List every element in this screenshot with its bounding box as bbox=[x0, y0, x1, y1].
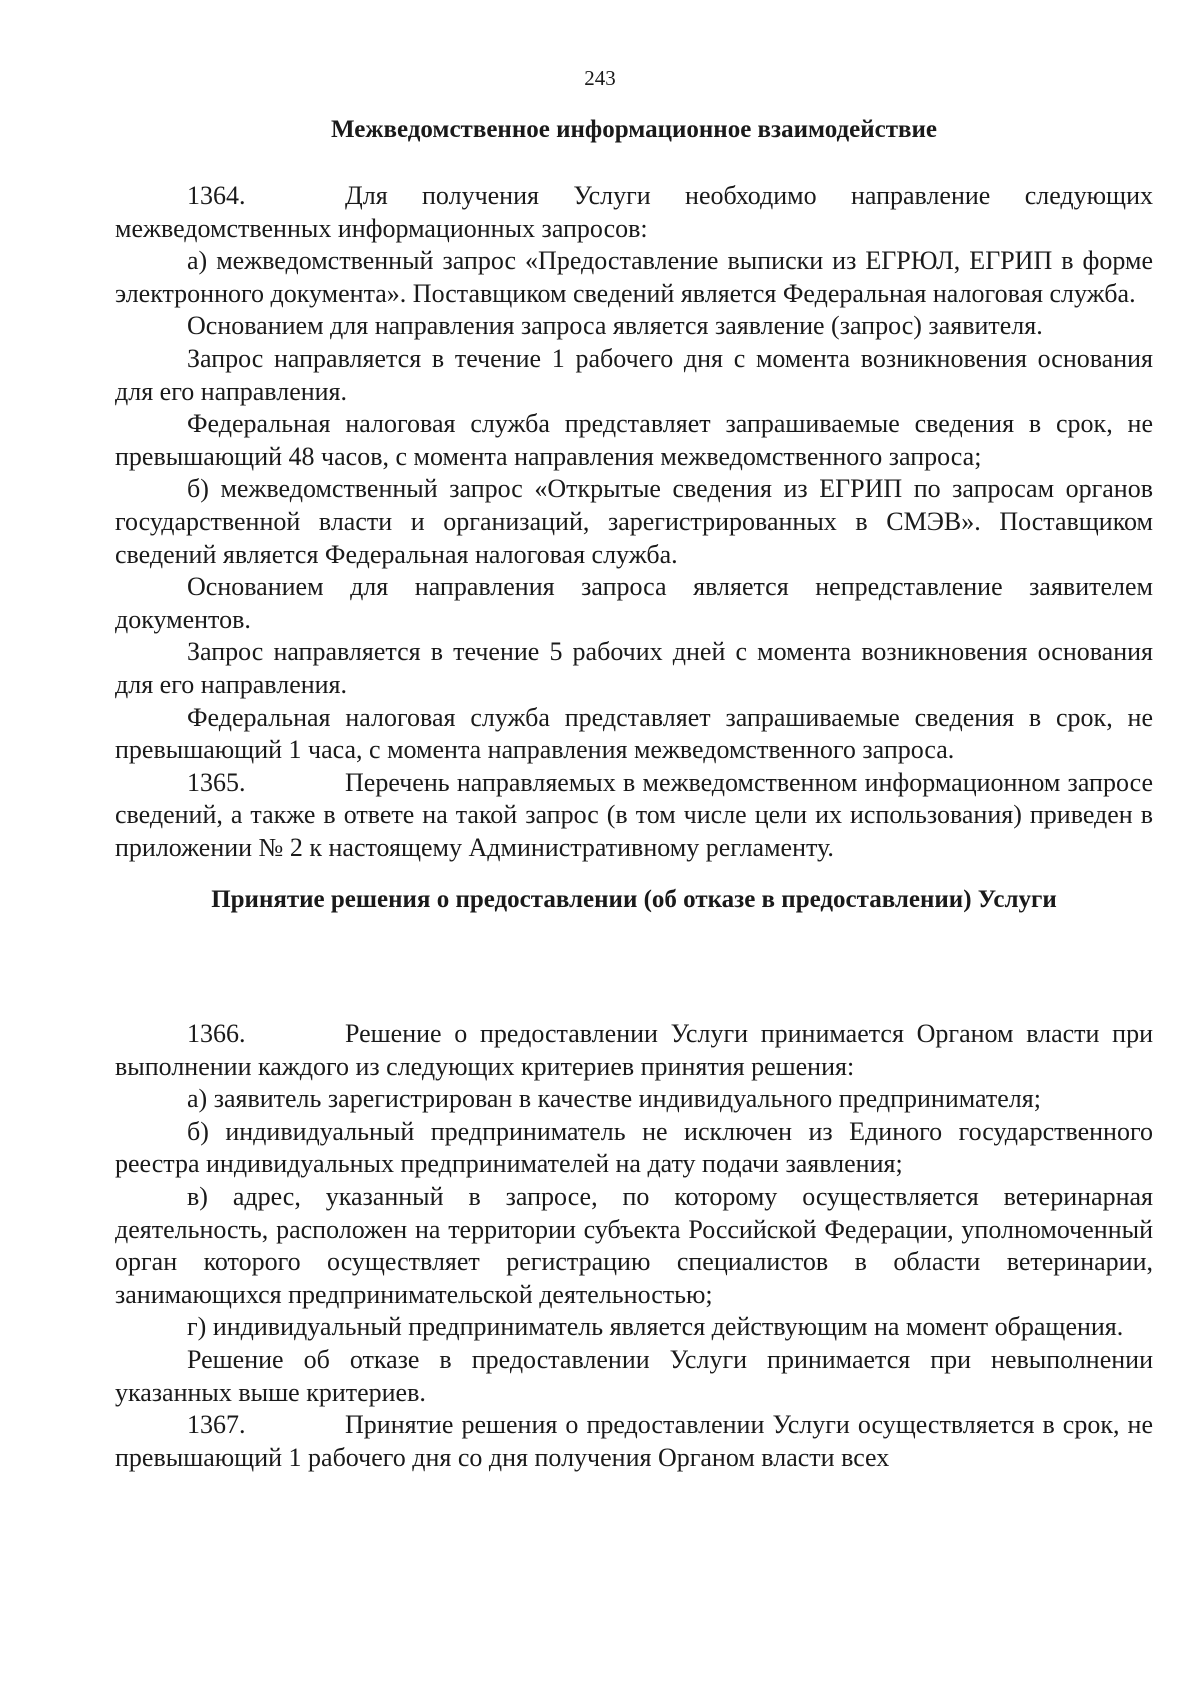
clause-text: Перечень направляемых в межведомственном информационном запросе сведений, а также в ответе на такой запрос (в том числе цели их использования) приведен в приложении № 2 к настоящему Административному регламенту. bbox=[115, 767, 1153, 862]
paragraph-a-basis: Основанием для направления запроса является заявление (запрос) заявителя. bbox=[187, 311, 1043, 341]
section-body-interagency bbox=[115, 180, 1153, 864]
clause-number: 1364. bbox=[187, 181, 246, 210]
section-heading-interagency: Межведомственное информационное взаимодействие bbox=[331, 116, 937, 143]
refusal-paragraph: Решение об отказе в предоставлении Услуги принимается при невыполнении указанных выше критериев. bbox=[115, 1344, 1153, 1407]
clause-number: 1367. bbox=[187, 1410, 246, 1440]
paragraph-b-response: Федеральная налоговая служба представляет запрашиваемые сведения в срок, не превышающий 1 часа, с момента направления межведомственного запроса. bbox=[115, 702, 1153, 765]
paragraph-a-timing: Запрос направляется в течение 1 рабочего дня с момента возникновения основания для его направления. bbox=[115, 343, 1153, 406]
clause-1364 bbox=[115, 180, 1153, 245]
paragraph-a-response: Федеральная налоговая служба представляет запрашиваемые сведения в срок, не превышающий 48 часов, с момента направления межведомственного запроса; bbox=[115, 409, 1153, 471]
criterion-b: б) индивидуальный предприниматель не исключен из Единого государственного реестра индивидуальных предпринимателей на дату подачи заявления; bbox=[115, 1116, 1153, 1179]
paragraph-b-timing: Запрос направляется в течение 5 рабочих дней с момента возникновения основания для его направления. bbox=[115, 637, 1153, 699]
clause-1366 bbox=[115, 1018, 1153, 1083]
clause-1365 bbox=[115, 767, 1153, 865]
clause-text: Принятие решения о предоставлении Услуги осуществляется в срок, не превышающий 1 рабочего дня со дня получения Органом власти всех bbox=[115, 1410, 1153, 1472]
page-number: 243 bbox=[584, 66, 616, 90]
clause-text: Решение о предоставлении Услуги принимается Органом власти при выполнении каждого из следующих критериев принятия решения: bbox=[115, 1019, 1153, 1081]
clause-1367 bbox=[115, 1409, 1153, 1474]
subclause-a: а) межведомственный запрос «Предоставление выписки из ЕГРЮЛ, ЕГРИП в форме электронного документа». Поставщиком сведений является Федеральная налоговая служба. bbox=[115, 246, 1153, 308]
clause-number: 1365. bbox=[187, 767, 246, 797]
criterion-g: г) индивидуальный предприниматель является действующим на момент обращения. bbox=[187, 1312, 1124, 1342]
criterion-a: а) заявитель зарегистрирован в качестве индивидуального предпринимателя; bbox=[187, 1084, 1041, 1114]
section-body-decision bbox=[115, 1018, 1153, 1474]
paragraph-b-basis: Основанием для направления запроса является непредставление заявителем документов. bbox=[115, 572, 1153, 634]
section-heading-decision: Принятие решения о предоставлении (об отказе в предоставлении) Услуги bbox=[211, 886, 1057, 913]
clause-number: 1366. bbox=[187, 1019, 246, 1048]
clause-text: Для получения Услуги необходимо направление следующих межведомственных информационных запросов: bbox=[115, 181, 1153, 243]
criterion-v: в) адрес, указанный в запросе, по которому осуществляется ветеринарная деятельность, расположен на территории субъекта Российской Федерации, уполномоченный орган которого осуществляет регистрацию специалистов в области ветеринарии, занимающихся предпринимательской деятельностью; bbox=[115, 1181, 1153, 1309]
subclause-b: б) межведомственный запрос «Открытые сведения из ЕГРИП по запросам органов государственной власти и организаций, зарегистрированных в СМЭВ». Поставщиком сведений является Федеральная налоговая служба. bbox=[115, 474, 1153, 569]
